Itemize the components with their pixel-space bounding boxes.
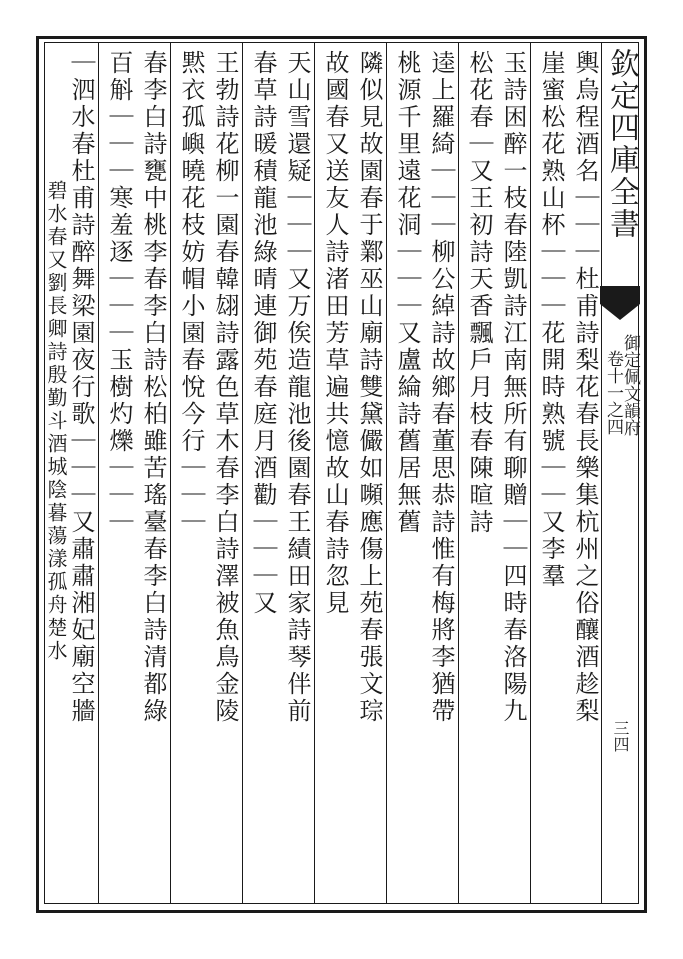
text-column-10: 春草詩暖積龍池綠晴連御苑春庭月酒勸｜｜｜又 [249, 50, 277, 617]
text-column-11: 王勃詩花柳一園春韓翃詩露色草木春李白詩澤被魚鳥金陵 [211, 50, 239, 725]
text-column-9: 天山雪還疑｜｜｜又万俟造龍池後園春王績田家詩琴伴前 [283, 50, 311, 725]
volume-label: 卷十一之四 [603, 350, 623, 435]
text-column-7: 隣似見故園春于鄴巫山廟詩雙黛儼如嚬應傷上苑春張文琮 [355, 50, 383, 725]
text-column-12: 黙衣孤嶼曉花枝妨帽小園春悅今行｜｜｜ [177, 50, 205, 536]
text-column-3: 玉詩困醉一枝春陸凱詩江南無所有聊贈｜｜四時春洛陽九 [499, 50, 527, 725]
text-column-4: 松花春｜又王初詩天香飄戶月枝春陳暄詩 [465, 50, 493, 536]
text-column-13: 春李白詩甕中桃李春李白詩松柏雖苦瑤臺春李白詩清都綠 [139, 50, 167, 725]
fishtail-ornament-icon [600, 286, 640, 326]
book-title: 御定佩文韻府 [620, 334, 640, 436]
library-title: 欽定四庫全書 [604, 48, 639, 240]
text-column-8: 故國春又送友人詩渚田芳草遍共憶故山春詩忽見 [321, 50, 349, 617]
text-column-5: 逵上羅綺｜｜｜柳公綽詩故鄉春董思恭詩惟有梅將李猶帶 [427, 50, 455, 725]
text-column-14: 百斛｜｜｜寒羞逐｜｜｜玉樹灼爍｜｜｜ [105, 50, 133, 536]
text-column-15: ｜泗水春杜甫詩醉舞梁園夜行歌｜｜｜又肅肅湘妃廟空牆 [67, 50, 95, 725]
page-number: 三四 [611, 720, 630, 752]
text-column-1: 輿烏程酒名｜｜｜杜甫詩梨花春長樂集杭州之俗釀酒趁梨 [571, 50, 599, 725]
text-column-2: 崖蜜松花熟山杯｜｜｜花開時熟號｜｜又李羣 [537, 50, 565, 590]
text-column-16: 碧水春又劉長卿詩殷勤斗酒城陰暮蕩漾孤舟楚水 [44, 180, 68, 663]
text-column-6: 桃源千里遠花洞｜｜｜又盧綸詩舊居無舊 [393, 50, 421, 536]
